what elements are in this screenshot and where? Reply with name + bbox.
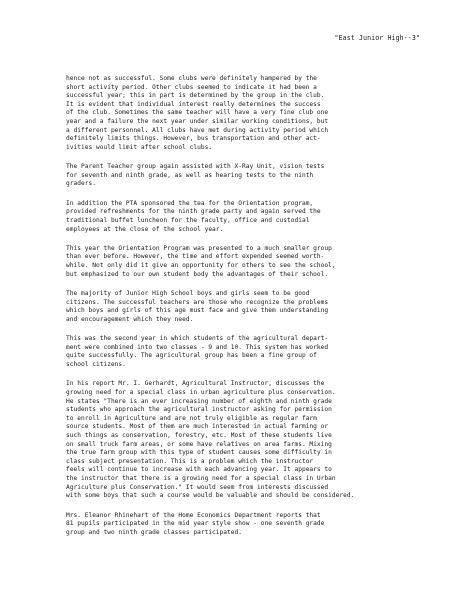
text-line: the instructor that there is a growing need for a special class in Urban [66, 474, 336, 482]
paragraph [66, 290, 426, 324]
text-line: Agriculture plus Conservation." It would seem from interests discussed [66, 483, 329, 491]
text-line: growing need for a special class in urban agriculture plus conservation. [66, 389, 336, 396]
text-line: for seventh and ninth grade, as well as hearing tests to the ninth [66, 171, 314, 179]
text-line: traditional buffet luncheon for the faculty, office and custodial [66, 216, 310, 224]
text-line: and encouragement which they need. [66, 315, 194, 323]
text-line: school citizens. [66, 361, 126, 369]
text-line: 81 pupils participated in the mid year style show - one seventh grade [66, 520, 325, 528]
text-line: employees at the close of the school year. [66, 225, 224, 233]
text-line: but emphasized to our own student body the advantages of their school. [66, 270, 329, 278]
text-line: group and two ninth grade classes participated. [66, 528, 243, 536]
text-line: It is evident that individual interest really determines the success [66, 100, 321, 108]
text-line: The majority of Junior High School boys and girls seem to be good [66, 290, 310, 298]
text-line: successful year; this in part is determined by the group in the club. [66, 92, 325, 100]
text-line: quite successfully. The agricultural group has been a fine group of [66, 352, 317, 360]
text-line: such things as conservation, forestry, etc. Most of these students live [66, 431, 332, 439]
text-line: ment were combined into two classes - 9 and 10. This system has worked [66, 343, 329, 351]
text-line: than ever before. However, the time and effort expended seemed worth- [66, 253, 325, 261]
text-line: while. Not only did it give an opportunity for others to see the school, [66, 262, 336, 270]
paragraph [66, 200, 426, 234]
paragraph [66, 380, 426, 500]
text-line: This was the second year in which students of the agricultural depart- [66, 335, 329, 343]
text-line: He states "There is an ever increasing number of eighth and ninth grade [66, 397, 332, 405]
paragraph [66, 245, 426, 279]
text-line: In his report Mr. I. Gerhardt, Agricultural Instructor, discusses the [66, 380, 325, 388]
text-line: ivities would limit after school clubs. [66, 143, 213, 151]
text-line: which boys and girls of this age must face and give them understanding [66, 307, 329, 315]
text-line: with some boys that such a course would be valuable and should be considered. [66, 492, 355, 500]
text-line: to enroll in Agriculture and are not truly eligible as regular farm [66, 414, 317, 422]
text-line: citizens. The successful teachers are those who recognize the problems [66, 298, 329, 306]
text-line: short activity period. Other clubs seemed to indicate it had been a [66, 83, 317, 91]
text-line: graders. [66, 180, 96, 188]
text-line: hence not as successful. Some clubs were definitely hampered by the [66, 75, 317, 82]
paragraph [66, 335, 426, 369]
text-line: the true farm group with this type of student causes some difficulty in [66, 449, 332, 457]
text-line: Mrs. Eleanor Rhinehart of the Home Economics Department reports that [66, 511, 321, 519]
text-line: class subject presentation. This is a problem which the instructor [66, 457, 314, 465]
text-line: In addition the PTA sponsored the tea for the Orientation program, [66, 199, 314, 207]
text-line: on small truck farm areas, or some have relatives on area farms. Mixing [66, 440, 332, 448]
text-line: source students. Most of them are much interested in actual farming or [66, 423, 329, 431]
text-line: feels will continue to increase with each advancing year. It appears to [66, 466, 332, 474]
text-line: The Parent Teacher group again assisted with X-Ray Unit, vision tests [66, 163, 325, 171]
text-line: This year the Orientation Program was presented to a much smaller group [66, 244, 332, 252]
text-line: of the club. Sometimes the same teacher will have a very fine club one [66, 109, 329, 117]
text-line: students who approach the agricultural instructor asking for permission [66, 406, 332, 414]
paragraph [66, 163, 426, 189]
paragraph [66, 75, 426, 152]
text-line: a different personnel. All clubs have met during activity period which [66, 126, 329, 134]
text-line: definitely limits things. However, bus transportation and other act- [66, 135, 321, 143]
page-header: "East Junior High--3" [334, 34, 420, 42]
text-line: year and a failure the next year under similar working conditions, but [66, 117, 329, 125]
paragraph [66, 512, 426, 538]
text-line: provided refreshments for the ninth grade party and again served the [66, 208, 321, 216]
document-body [66, 75, 426, 548]
